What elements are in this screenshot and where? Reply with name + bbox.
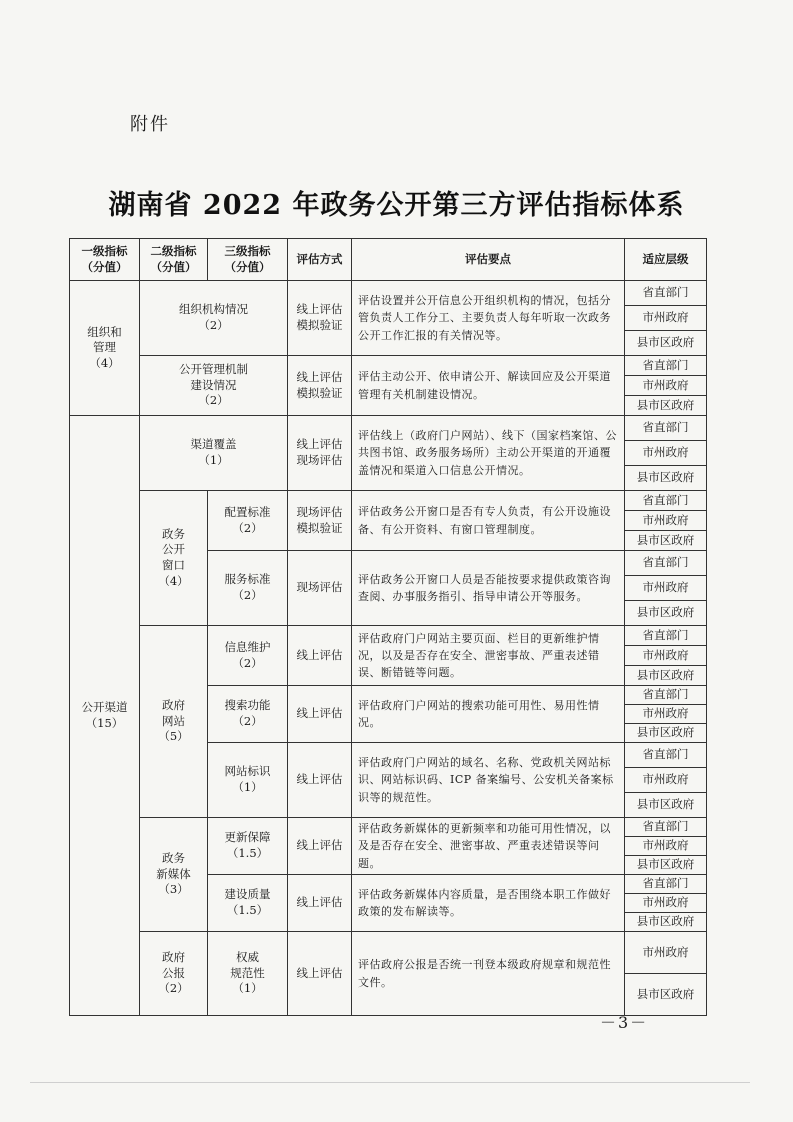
table-row (70, 416, 707, 441)
l2-cell: 政务 新媒体 （3） (140, 818, 208, 932)
method-cell: 线上评估 (288, 626, 352, 686)
footer-divider (30, 1082, 750, 1083)
level-cell: 县市区政府 (625, 913, 707, 932)
table-row (70, 818, 707, 837)
level-cell: 市州政府 (625, 837, 707, 856)
column-header: 评估要点 (352, 239, 625, 281)
method-cell: 线上评估 (288, 686, 352, 743)
l1-cell: 组织和 管理 （4） (70, 281, 140, 416)
level-cell: 省直部门 (625, 626, 707, 646)
method-cell: 线上评估 (288, 743, 352, 818)
level-cell: 县市区政府 (625, 601, 707, 626)
table-row (70, 626, 707, 646)
level-cell: 市州政府 (625, 705, 707, 724)
page-number: －3－ (600, 1013, 649, 1032)
l2-cell: 政务 公开 窗口 （4） (140, 491, 208, 626)
method-cell: 线上评估 (288, 818, 352, 875)
point-cell: 评估政府公报是否统一刊登本级政府规章和规范性文件。 (352, 932, 625, 1016)
table-row (70, 932, 707, 974)
level-cell: 省直部门 (625, 416, 707, 441)
level-cell: 省直部门 (625, 551, 707, 576)
table-header-row (70, 239, 707, 281)
l3-cell: 网站标识 （1） (208, 743, 288, 818)
indicator-table (69, 238, 707, 1016)
level-cell: 市州政府 (625, 376, 707, 396)
level-cell: 省直部门 (625, 743, 707, 768)
level-cell: 市州政府 (625, 306, 707, 331)
level-cell: 市州政府 (625, 768, 707, 793)
method-cell: 线上评估 模拟验证 (288, 356, 352, 416)
level-cell: 县市区政府 (625, 531, 707, 551)
l2-cell: 政府 公报 （2） (140, 932, 208, 1016)
point-cell: 评估政务公开窗口人员是否能按要求提供政策咨询查阅、办事服务指引、指导申请公开等服务。 (352, 551, 625, 626)
level-cell: 省直部门 (625, 686, 707, 705)
method-cell: 线上评估 (288, 875, 352, 932)
l1-cell: 公开渠道 （15） (70, 416, 140, 1016)
method-cell: 线上评估 (288, 932, 352, 1016)
point-cell: 评估政务公开窗口是否有专人负责，有公开设施设备、有公开资料、有窗口管理制度。 (352, 491, 625, 551)
level-cell: 省直部门 (625, 356, 707, 376)
page-title: 湖南省 2022 年政务公开第三方评估指标体系 (108, 190, 685, 221)
level-cell: 县市区政府 (625, 331, 707, 356)
level-cell: 县市区政府 (625, 856, 707, 875)
column-header: 二级指标 （分值） (140, 239, 208, 281)
point-cell: 评估设置并公开信息公开组织机构的情况，包括分管负责人工作分工、主要负责人每年听取一次政务公开工作汇报的有关情况等。 (352, 281, 625, 356)
l3-cell: 权威 规范性 （1） (208, 932, 288, 1016)
level-cell: 省直部门 (625, 491, 707, 511)
method-cell: 现场评估 (288, 551, 352, 626)
table-row (70, 356, 707, 376)
l3-cell: 建设质量 （1.5） (208, 875, 288, 932)
l3-cell: 更新保障 （1.5） (208, 818, 288, 875)
point-cell: 评估政府门户网站主要页面、栏目的更新维护情况，以及是否存在安全、泄密事故、严重表述错误、断错链等问题。 (352, 626, 625, 686)
level-cell: 县市区政府 (625, 666, 707, 686)
l3-cell: 搜索功能 （2） (208, 686, 288, 743)
level-cell: 省直部门 (625, 818, 707, 837)
column-header: 评估方式 (288, 239, 352, 281)
level-cell: 县市区政府 (625, 396, 707, 416)
point-cell: 评估政府门户网站的域名、名称、党政机关网站标识、网站标识码、ICP 备案编号、公安机关备案标识等的规范性。 (352, 743, 625, 818)
level-cell: 市州政府 (625, 932, 707, 974)
method-cell: 线上评估 现场评估 (288, 416, 352, 491)
l3-cell: 配置标准 （2） (208, 491, 288, 551)
attachment-label: 附件 (130, 114, 170, 135)
level-cell: 市州政府 (625, 646, 707, 666)
level-cell: 县市区政府 (625, 724, 707, 743)
method-cell: 现场评估 模拟验证 (288, 491, 352, 551)
l3-cell: 服务标准 （2） (208, 551, 288, 626)
level-cell: 市州政府 (625, 894, 707, 913)
table-row (70, 491, 707, 511)
level-cell: 市州政府 (625, 576, 707, 601)
l2-cell: 渠道覆盖 （1） (140, 416, 288, 491)
column-header: 适应层级 (625, 239, 707, 281)
level-cell: 省直部门 (625, 875, 707, 894)
column-header: 一级指标 （分值） (70, 239, 140, 281)
point-cell: 评估线上（政府门户网站）、线下（国家档案馆、公共图书馆、政务服务场所）主动公开渠道的开通覆盖情况和渠道入口信息公开情况。 (352, 416, 625, 491)
point-cell: 评估政府门户网站的搜索功能可用性、易用性情况。 (352, 686, 625, 743)
level-cell: 市州政府 (625, 511, 707, 531)
l3-cell: 信息维护 （2） (208, 626, 288, 686)
level-cell: 县市区政府 (625, 793, 707, 818)
table-row (70, 281, 707, 306)
level-cell: 省直部门 (625, 281, 707, 306)
l2-cell: 政府 网站 （5） (140, 626, 208, 818)
l2-cell: 组织机构情况 （2） (140, 281, 288, 356)
point-cell: 评估主动公开、依申请公开、解读回应及公开渠道管理有关机制建设情况。 (352, 356, 625, 416)
l2-cell: 公开管理机制 建设情况 （2） (140, 356, 288, 416)
method-cell: 线上评估 模拟验证 (288, 281, 352, 356)
level-cell: 市州政府 (625, 441, 707, 466)
point-cell: 评估政务新媒体内容质量，是否围绕本职工作做好政策的发布解读等。 (352, 875, 625, 932)
level-cell: 县市区政府 (625, 466, 707, 491)
column-header: 三级指标 （分值） (208, 239, 288, 281)
point-cell: 评估政务新媒体的更新频率和功能可用性情况，以及是否存在安全、泄密事故、严重表述错误等问题。 (352, 818, 625, 875)
level-cell: 县市区政府 (625, 974, 707, 1016)
